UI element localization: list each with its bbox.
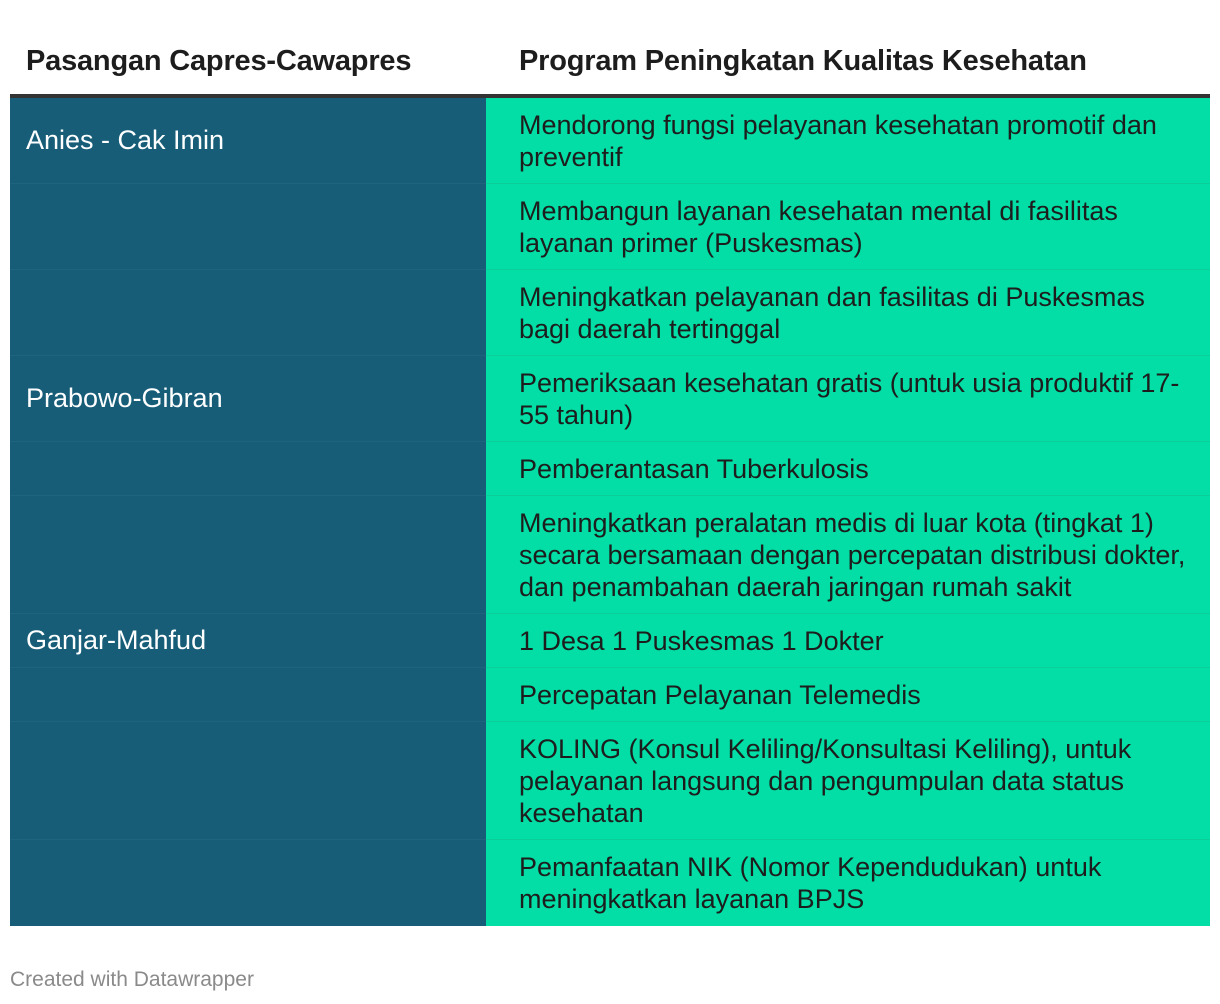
candidate-cell: Anies - Cak Imin xyxy=(10,98,486,184)
candidate-cell xyxy=(10,184,486,270)
table-row xyxy=(10,442,1210,496)
program-cell: Membangun layanan kesehatan mental di fasilitas layanan primer (Puskesmas) xyxy=(486,184,1210,270)
header-candidates: Pasangan Capres-Cawapres xyxy=(26,45,412,77)
table-row xyxy=(10,270,1210,356)
header-programs: Program Peningkatan Kualitas Kesehatan xyxy=(519,45,1087,77)
program-cell: Meningkatkan pelayanan dan fasilitas di Puskesmas bagi daerah tertinggal xyxy=(486,270,1210,356)
table-row xyxy=(10,496,1210,614)
candidate-cell xyxy=(10,442,486,496)
table-row xyxy=(10,356,1210,442)
candidate-cell xyxy=(10,496,486,614)
table-row xyxy=(10,184,1210,270)
program-cell: Percepatan Pelayanan Telemedis xyxy=(486,668,1210,722)
table-row xyxy=(10,668,1210,722)
table-header xyxy=(10,0,1210,98)
table-row xyxy=(10,722,1210,840)
datawrapper-credit[interactable]: Created with Datawrapper xyxy=(10,968,254,991)
program-cell: Pemanfaatan NIK (Nomor Kependudukan) untuk meningkatkan layanan BPJS xyxy=(486,840,1210,926)
table-row xyxy=(10,98,1210,184)
program-cell: Mendorong fungsi pelayanan kesehatan promotif dan preventif xyxy=(486,98,1210,184)
candidate-cell xyxy=(10,722,486,840)
table-row xyxy=(10,840,1210,926)
candidate-cell xyxy=(10,668,486,722)
program-cell: Pemberantasan Tuberkulosis xyxy=(486,442,1210,496)
program-cell: Meningkatkan peralatan medis di luar kota (tingkat 1) secara bersamaan dengan percepatan distribusi dokter, dan penambahan daerah jaringan rumah sakit xyxy=(486,496,1210,614)
table-row xyxy=(10,614,1210,668)
candidate-cell: Ganjar-Mahfud xyxy=(10,614,486,668)
program-cell: Pemeriksaan kesehatan gratis (untuk usia produktif 17-55 tahun) xyxy=(486,356,1210,442)
candidate-cell: Prabowo-Gibran xyxy=(10,356,486,442)
candidate-cell xyxy=(10,840,486,926)
program-cell: KOLING (Konsul Keliling/Konsultasi Keliling), untuk pelayanan langsung dan pengumpulan data status kesehatan xyxy=(486,722,1210,840)
candidate-cell xyxy=(10,270,486,356)
program-cell: 1 Desa 1 Puskesmas 1 Dokter xyxy=(486,614,1210,668)
program-table xyxy=(10,0,1210,926)
